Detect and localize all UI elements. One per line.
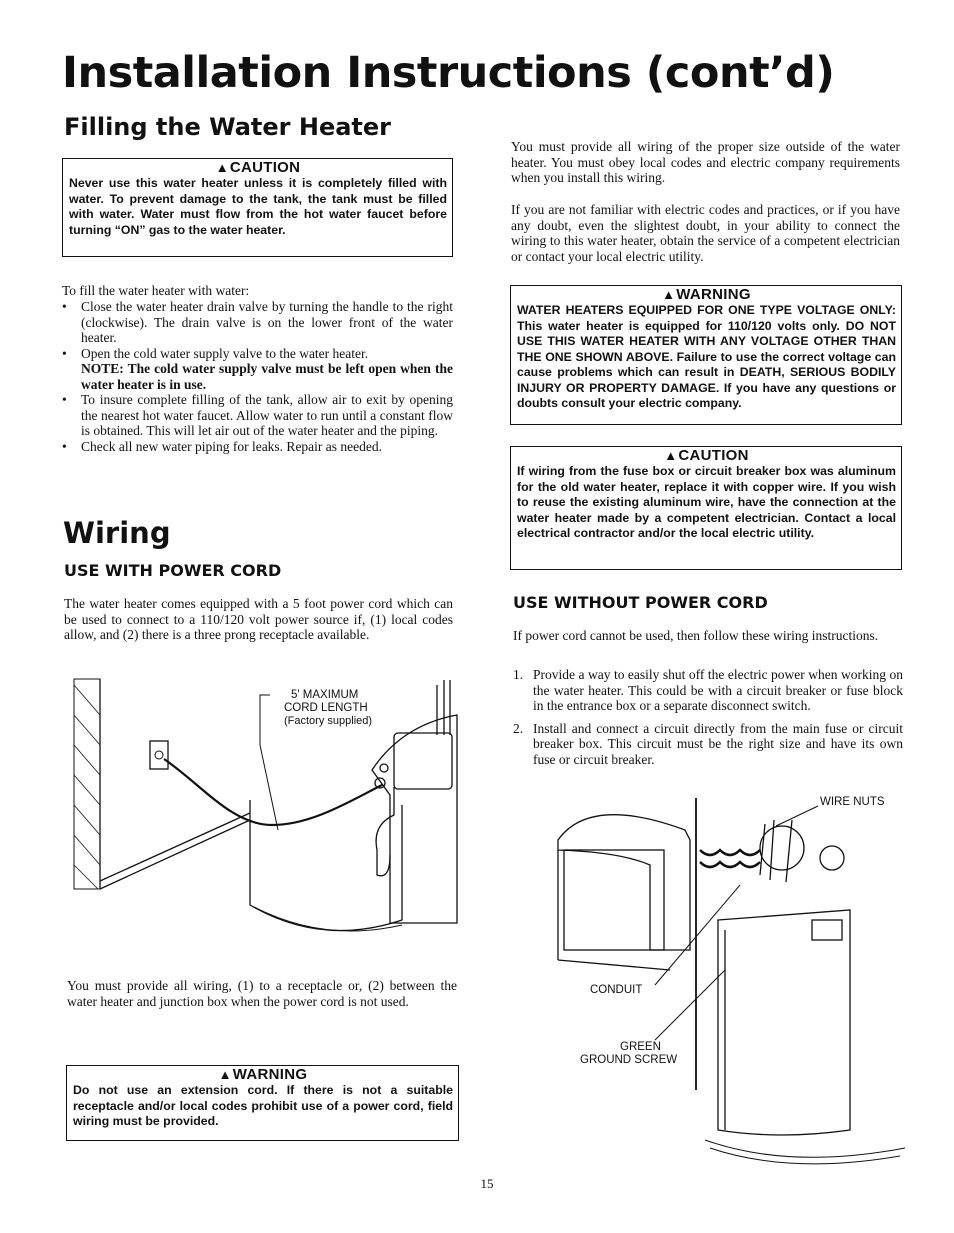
junction-box-figure — [550, 770, 910, 1170]
without-cord-intro: If power cord cannot be used, then follow these wiring instructions. — [513, 628, 879, 643]
cord-label-line2: CORD LENGTH — [284, 702, 368, 714]
list-item: • Check all new water piping for leaks. Repair as needed. — [62, 438, 383, 454]
power-cord-text: The water heater comes equipped with a 5 foot power cord which can be used to connect to a 110/120 volt power source if, (1) local codes allow, and (2) there is a three prong receptacle available. — [64, 596, 453, 642]
warning-triangle-icon: ▲ — [218, 1067, 232, 1082]
ground-screw-label: GROUND SCREW — [580, 1054, 678, 1066]
without-cord-steps — [513, 667, 903, 774]
warning-triangle-icon: ▲ — [664, 448, 678, 463]
list-item: 1. Provide a way to easily shut off the electric power when working on the water heater. This could be with a circuit breaker or fuse block in the entrance box or a separate disconnect switch. — [513, 667, 903, 713]
bullet-icon: • — [62, 345, 67, 361]
wire-nuts-label: WIRE NUTS — [820, 796, 885, 808]
page-title: Installation Instructions (cont’d) — [62, 48, 835, 98]
warning-text: Do not use an extension cord. If there is not a suitable receptacle and/or local codes prohibit use of a power cord, field wiring must be provided. — [73, 1083, 453, 1128]
cord-label-line3: (Factory supplied) — [284, 715, 373, 727]
power-cord-heading: USE WITH POWER CORD — [64, 561, 282, 580]
green-label: GREEN — [620, 1041, 661, 1053]
caution-aluminum-box — [510, 446, 902, 570]
cord-label-line1: 5' MAXIMUM — [291, 689, 359, 701]
caution-title: CAUTION — [678, 447, 749, 464]
fill-intro: To fill the water heater with water: — [62, 283, 250, 298]
bullet-icon: • — [62, 299, 67, 314]
warning-triangle-icon: ▲ — [215, 160, 229, 175]
caution-text: If wiring from the fuse box or circuit breaker box was aluminum for the old water heater, replace it with copper wire. If you wish to reuse the existing aluminum wire, have the connection at the water heater made by a competent electrician. Contact a local electrical contractor and/or the local electric utility. — [517, 464, 896, 540]
warning-voltage-box — [510, 285, 902, 425]
page-number: 15 — [480, 1176, 494, 1191]
without-cord-heading: USE WITHOUT POWER CORD — [513, 593, 768, 612]
junction-box-illustration — [550, 770, 910, 1170]
fill-note: NOTE: The cold water supply valve must be left open when the water heater is in use. — [81, 361, 453, 392]
bullet-icon: • — [62, 438, 67, 454]
filling-heading: Filling the Water Heater — [64, 113, 392, 141]
wiring-heading: Wiring — [63, 516, 171, 550]
warning-text: WATER HEATERS EQUIPPED FOR ONE TYPE VOLTAGE ONLY: This water heater is equipped for 110/120 volts only. DO NOT USE THIS WATER HEATER WITH ANY VOLTAGE OTHER THAN THE ONE SHOWN ABOVE. Failure to use the correct voltage can cause problems which can result in DEATH, SERIOUS BODILY INJURY OR PROPERTY DAMAGE. If you have any questions or doubts consult your electric company. — [517, 303, 896, 410]
caution-text: Never use this water heater unless it is completely filled with water. To prevent damage to the tank, the tank must be filled with water. Water must flow from the hot water faucet before turning “ON” gas to the water heater. — [69, 176, 447, 237]
warning-title: WARNING — [676, 286, 751, 303]
list-item: 2. Install and connect a circuit directly from the main fuse or circuit breaker box. This circuit must be the right size and have its own fuse or circuit breaker. — [513, 720, 903, 767]
power-cord-figure — [72, 675, 464, 950]
provide-wiring-text: You must provide all wiring, (1) to a receptacle or, (2) between the water heater and junction box when the power cord is not used. — [67, 978, 457, 1009]
fill-steps-list — [62, 299, 453, 454]
list-item: • Close the water heater drain valve by turning the handle to the right (clockwise). The drain valve is on the lower front of the water heater. — [62, 299, 453, 345]
list-item: • Open the cold water supply valve to the water heater. NOTE: The cold water supply valve must be left open when the water heater is in use. — [62, 345, 453, 392]
list-item: • To insure complete filling of the tank, allow air to exit by opening the nearest hot water faucet. Allow water to run until a constant flow is obtained. This will let air out of the water heater and the piping. — [62, 392, 453, 438]
wiring-intro-2: If you are not familiar with electric codes and practices, or if you have any doubt, even the slightest doubt, in your ability to connect the wiring to this water heater, obtain the service of a competent electrician or contact your local electric utility. — [511, 202, 900, 264]
power-cord-illustration — [72, 675, 464, 950]
warning-triangle-icon: ▲ — [662, 287, 676, 302]
warning-extension-box — [66, 1065, 459, 1141]
wiring-intro-1: You must provide all wiring of the proper size outside of the water heater. You must obey local codes and electric company requirements when you install this wiring. — [511, 139, 900, 185]
caution-title: CAUTION — [229, 159, 301, 176]
conduit-label: CONDUIT — [590, 984, 643, 996]
caution-fill-box — [62, 158, 453, 257]
warning-title: WARNING — [232, 1066, 308, 1083]
bullet-icon: • — [62, 392, 67, 407]
